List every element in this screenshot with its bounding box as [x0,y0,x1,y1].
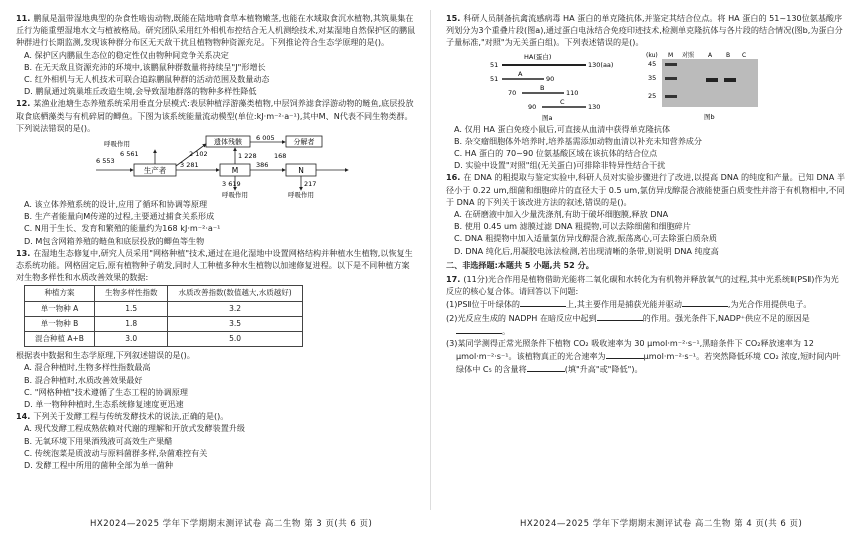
answer-blank[interactable] [606,349,644,359]
table-cell: 3.0 [94,332,168,347]
sub-text: ,为光合作用提供电子。 [727,299,812,310]
table-cell: 单一物种 B [25,316,95,331]
table-cell: 3.5 [168,316,302,331]
option-d[interactable]: D. 单一物种种植时,生态系统修复速度更迅速 [24,399,184,410]
figure-a [486,51,626,121]
sub-text: (3)某同学测得正常光照条件下植物 CO₂ 吸收速率为 30 μmol·m⁻²·s⁻¹,黑暗条件下 CO₂释放速率为 12 μmol·m⁻²·s⁻¹。该植物真正的光合速率为 [446,338,814,362]
table-header-row [25,286,303,301]
table-cell: 1.8 [94,316,168,331]
option-c[interactable]: C. DNA 粗提物中加入适量氯仿异戊醇混合液,振荡离心,可去除蛋白质杂质 [454,233,717,244]
answer-blank[interactable] [520,297,566,307]
question-text: 科研人员制备抗禽流感病毒 HA 蛋白的单克隆抗体,并鉴定其结合位点。将 HA 蛋白的 51~130位氨基酸序列划分为3个重叠片段(图a),通过蛋白电泳结合免疫印迹技术,检测单克隆抗体与各片段的结合情况(图b,为蛋白分子量标准,"对照"为无关蛋白组)。下列表述错误的是()。 [446,13,843,48]
option-a[interactable]: A. 保护区内鹏鼠生态位的稳定性仅由物种间竞争关系决定 [24,49,229,60]
fragment-a-end: 90 [546,74,555,83]
page-footer-right: HX2024—2025 学年下学期期末测评试卷 高二生物 第 4 页(共 6 页) [520,519,803,529]
option-d[interactable]: D. M包含网箱养殖的鲢鱼和底层投放的鲫鱼等生物 [24,235,205,246]
value-1228: 1 228 [238,152,257,161]
table-row [25,332,303,347]
resp-label-top: 呼吸作用 [104,140,130,149]
planting-table [24,285,303,347]
option-a[interactable]: A. 现代发酵工程成熟依赖对代谢的理解和开放式发酵装置升级 [24,423,245,434]
answer-blank[interactable] [527,362,565,372]
question-13 [16,247,416,284]
value-217: 217 [304,180,317,189]
value-3281: 3 281 [180,161,199,170]
option-a[interactable]: A. 混合种植时,生物多样性指数最高 [24,362,151,373]
fragment-a-label: A [518,69,523,78]
option-a[interactable]: A. 仅用 HA 蛋白免疫小鼠后,可直接从血清中获得单克隆抗体 [454,123,671,134]
question-number: 12. [16,98,31,109]
figure-b-caption: 图b [704,112,715,121]
kda-unit: (ku) [646,51,658,59]
band-a [706,78,718,82]
option-d[interactable]: D. 鹏鼠通过筑巢堆丘改造生境,会导致湿地群落的物种多样性降低 [24,86,257,97]
option-a[interactable]: A. 该立体养殖系统的设计,应用了循环和协调等原理 [24,199,208,210]
option-b[interactable]: B. 杂交瘤细胞体外培养时,培养基需添加动物血清以补充未知营养成分 [454,135,702,146]
remains-label: 遗体残骸 [214,138,242,147]
fragment-c-start: 90 [528,102,537,111]
figure-b [646,51,776,121]
subquestion-2 [446,311,846,337]
answer-blank[interactable] [597,311,643,321]
option-b[interactable]: B. 在无天敌且资源充沛的环境中,该鹏鼠种群数量将持续呈"J"形增长 [24,61,266,72]
question-number: 14. [16,411,31,422]
lane-control: 对照 [682,51,695,59]
table-cell: 3.2 [168,301,302,316]
sub-text: (2)光反应生成的 NADPH 在暗反应中起到 [446,312,597,323]
value-3619: 3 619 [222,180,241,189]
answer-blank[interactable] [682,297,728,307]
table-cell: 5.0 [168,332,302,347]
page-divider [430,10,431,510]
option-a[interactable]: A. 在研磨液中加入少量洗涤剂,有助于破坏细胞膜,释放 DNA [454,209,669,220]
option-c[interactable]: C. "网格种植"技术遵循了生态工程的协调原理 [24,386,188,397]
marker-45: 45 [648,59,657,68]
figure-row [486,51,846,121]
option-b[interactable]: B. 无氧环境下用果酒残液可高效生产果醋 [24,435,173,446]
question-15 [446,12,846,49]
sub-text: 上,其主要作用是捕获光能并驱动 [566,299,682,310]
lane-m: M [668,51,674,59]
table-row [25,301,303,316]
m-label: M [231,166,239,176]
ha-label: HA(蛋白) [524,52,552,61]
table-cell: 混合种植 A+B [25,332,95,347]
value-6553: 6 553 [96,157,115,166]
table-cell: 单一物种 A [25,301,95,316]
question-14 [16,410,416,422]
subquestion-1 [446,297,846,310]
option-b[interactable]: B. 使用 0.45 um 滤膜过滤 DNA 粗提物,可以去除细菌和细胞碎片 [454,221,691,232]
option-d[interactable]: D. 实验中设置"对照"组(无关蛋白)可排除非特异性结合干扰 [454,160,666,171]
sub-text: 。 [502,325,511,336]
question-text: 下列关于发酵工程与传统发酵技术的说法,正确的是()。 [33,411,229,422]
question-number: 16. [446,172,461,183]
question-12 [16,97,416,134]
table-header: 水质改善指数(数值越大,水质越好) [168,286,302,301]
question-13-followup: 根据表中数据和生态学原理,下列叙述错误的是()。 [16,350,195,361]
question-text: 在 DNA 的粗提取与鉴定实验中,科研人员对实验步骤进行了改进,以提高 DNA 的纯度和产量。已知 DNA 半径小于 0.22 um,细菌和细胞碎片的直径大于 0.5 um,氯仿异戊醇混合液能使蛋白质变性并溶于有机物相中,不同于 DNA 的下列关于该改进方法的叙述,错误的是()。 [446,172,845,207]
aa-start: 51 [490,60,499,69]
marker-35: 35 [648,73,657,82]
fragment-b-start: 70 [508,88,517,97]
sub-text: 的作用。强光条件下,NADP⁺供应不足的原因是 [642,312,810,323]
aa-end: 130(aa) [588,60,614,69]
n-label: N [298,166,304,176]
fragment-b-label: B [540,83,545,92]
energy-flow-diagram [86,134,386,198]
lane-b: B [726,51,731,59]
fragment-c-label: C [560,97,565,106]
option-b[interactable]: B. 混合种植时,水质改善效果最好 [24,374,143,385]
sub-text: μmol·m⁻²·s⁻¹。若突然降低环境 CO₂ 浓度,短时间内叶绿体中 C₅ 的含量将 [456,351,841,375]
subquestion-3 [446,337,846,376]
sub-text: (1)PSⅡ位于叶绿体的 [446,299,521,310]
question-number: 15. [446,13,461,23]
value-6561: 6 561 [120,150,139,159]
table-row [25,316,303,331]
left-page [16,12,416,471]
page-footer-left: HX2024—2025 学年下学期期末测评试卷 高二生物 第 3 页(共 6 页) [90,519,373,529]
sub-text: (填"升高"或"降低")。 [564,364,643,375]
question-11 [16,12,416,49]
question-text: 在湿地生态修复中,研究人员采用"网格种植"技术,通过在退化湿地中设置网格结构并种植水生植物,以恢复生态系统功能。网格固定后,原有植物种子萌发,同时人工种植多种水生植物以加速修复进程。以下是不同种植方案对生物多样性和水质改善效果的数据: [16,247,413,283]
option-c[interactable]: C. HA 蛋白的 70~90 位氨基酸区域在该抗体的结合位点 [454,148,658,159]
blot-membrane [662,59,758,107]
option-c[interactable]: C. N用于生长、发育和繁殖的能量约为168 kJ·m⁻²·a⁻¹ [24,223,221,234]
value-386: 386 [256,161,269,170]
right-page [446,12,846,376]
lane-a: A [708,51,713,59]
question-number: 13. [16,247,31,258]
question-16 [446,171,846,208]
option-c[interactable]: C. 传统泡菜是质波动与原料菌群多样,杂菌难控有关 [24,447,208,458]
marker-25: 25 [648,91,657,100]
producer-label: 生产者 [143,166,167,176]
section-heading: 二、非选择题:本题共 5 小题,共 52 分。 [446,259,594,270]
fragment-b-end: 110 [566,88,579,97]
question-number: 17. [446,274,461,285]
option-b[interactable]: B. 生产者能量向M传递的过程,主要通过捕食关系形成 [24,211,215,222]
fragment-a-start: 51 [490,74,499,83]
question-text: 某渔业池塘生态养殖系统采用垂直分层模式:表层种植浮游藻类植物,中层饲养滤食浮游动物的鲢鱼,底层投放取食底栖藻类与有机碎屑的鲫鱼。下图为该系统能量流动模型(单位:kJ·m⁻²·a⁻¹),其中M、N代表不同生物类群。下列说法错误的是()。 [16,98,414,133]
question-number: 11. [16,13,31,23]
question-text: (11分)光合作用是植物借助光能将二氧化碳和水转化为有机物并释放氧气的过程,其中光系统Ⅱ(PSⅡ)作为光反应的核心复合体。请回答以下问题: [446,274,839,297]
table-header: 生物多样性指数 [94,286,168,301]
resp-label-m: 呼吸作用 [222,191,248,199]
option-d[interactable]: D. 发酵工程中所用的菌种全部为单一菌种 [24,460,173,471]
option-d[interactable]: D. DNA 纯化后,用凝胶电泳法检测,若出现清晰的条带,则说明 DNA 纯度高 [454,245,719,256]
answer-blank[interactable] [456,324,502,334]
question-17 [446,273,846,297]
band-b [724,78,736,82]
resp-label-n: 呼吸作用 [288,191,314,199]
question-text: 鹏鼠是温带湿地典型的杂食性啮齿动物,既能在陆地啃食草本植物嫩茎,也能在水域取食沉水植物,其筑巢集在丘行为能重塑湿地水文与植被格局。研究团队采用红外相机布控结合无人机测绘技术,对某湿地自然保护区的鹏鼠种群进行长期监测,发现该种群分布区无天敌干扰且植物物种资源充足。下列推论符合生态学原理的是()。 [16,13,416,48]
table-cell: 1.5 [94,301,168,316]
table-header: 种植方案 [25,286,95,301]
value-6005: 6 005 [256,134,275,143]
lane-c: C [742,51,747,59]
value-168: 168 [274,152,287,161]
fragment-c-end: 130 [588,102,601,111]
value-2102: 2 102 [189,150,208,159]
option-c[interactable]: C. 红外相机与无人机技术可联合追踪鹏鼠种群的活动范围及数量动态 [24,74,270,85]
decomposer-label: 分解者 [293,138,315,147]
figure-a-caption: 图a [542,113,553,121]
